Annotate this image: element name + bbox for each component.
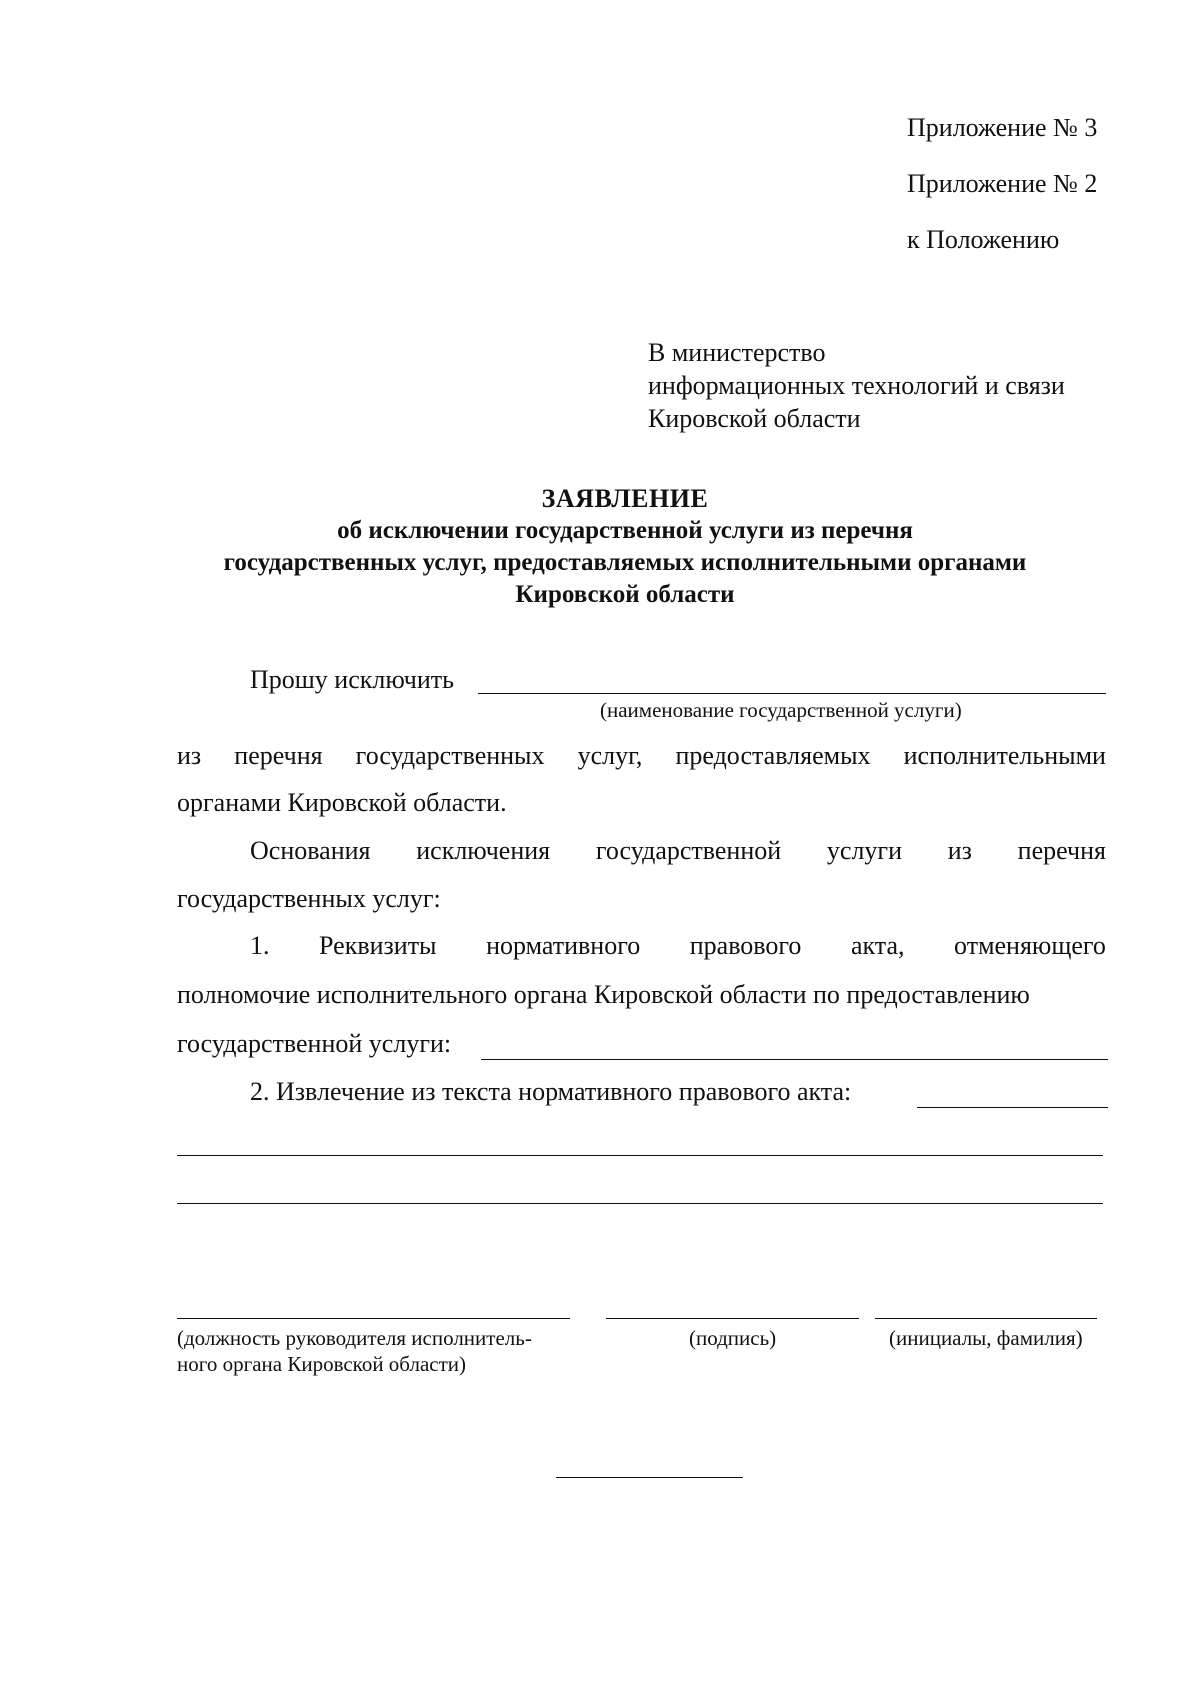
word: перечня	[234, 741, 323, 770]
word: 1.	[250, 931, 270, 960]
word: Основания	[250, 836, 371, 865]
name-caption: (инициалы, фамилия)	[889, 1326, 1083, 1350]
request-continuation-line	[177, 741, 1106, 771]
appendix-line-2: Приложение № 2	[907, 169, 1098, 198]
word: акта,	[850, 931, 905, 960]
word: исключения	[416, 836, 551, 865]
addressee-line-1: В министерство	[648, 338, 826, 367]
signature-field[interactable]	[606, 1318, 859, 1319]
word: из	[947, 836, 972, 865]
addressee-line-3: Кировской области	[648, 404, 861, 433]
grounds-intro-end: государственных услуг:	[177, 884, 441, 913]
request-label: Прошу исключить	[250, 665, 455, 694]
addressee-line-2: информационных технологий и связи	[648, 371, 1065, 400]
name-field[interactable]	[875, 1318, 1097, 1319]
addressee-block	[648, 336, 1065, 435]
position-field[interactable]	[177, 1318, 570, 1319]
appendix-line-3: к Положению	[907, 225, 1060, 254]
word: нормативного	[486, 931, 641, 960]
appendix-line-1: Приложение № 3	[907, 113, 1098, 142]
act-details-field[interactable]	[481, 1059, 1108, 1060]
word: исполнительными	[903, 741, 1106, 770]
word: из	[177, 741, 202, 770]
word: Реквизиты	[319, 931, 437, 960]
word: государственной	[595, 836, 782, 865]
item-2-label: 2. Извлечение из текста нормативного правового акта:	[250, 1077, 852, 1106]
closing-separator	[556, 1477, 743, 1478]
word: правового	[689, 931, 802, 960]
document-title	[150, 483, 1100, 611]
grounds-intro-line	[250, 836, 1106, 866]
title-line-3: Кировской области	[515, 581, 735, 608]
act-extract-field-line-2[interactable]	[177, 1155, 1103, 1156]
service-name-field[interactable]	[478, 693, 1106, 694]
word: услуг,	[577, 741, 643, 770]
service-name-caption: (наименование государственной услуги)	[600, 698, 962, 722]
request-continuation-end: органами Кировской области.	[177, 788, 507, 817]
item-1-line-1	[250, 931, 1106, 961]
item-1-line-3: государственной услуги:	[177, 1029, 452, 1058]
title-line-2: государственных услуг, предоставляемых исполнительными органами	[223, 549, 1027, 576]
word: государственных	[355, 741, 545, 770]
word: предоставляемых	[675, 741, 871, 770]
word: услуги	[826, 836, 903, 865]
signature-caption: (подпись)	[689, 1326, 777, 1350]
word: перечня	[1017, 836, 1106, 865]
position-caption-line-1: (должность руководителя исполнитель-	[177, 1326, 532, 1350]
position-caption	[177, 1325, 532, 1377]
word: отменяющего	[954, 931, 1106, 960]
act-extract-field[interactable]	[917, 1107, 1108, 1108]
item-1-line-2: полномочие исполнительного органа Кировской области по предоставлению	[177, 980, 1030, 1009]
title-main: ЗАЯВЛЕНИЕ	[541, 484, 709, 513]
act-extract-field-line-3[interactable]	[177, 1203, 1103, 1204]
position-caption-line-2: ного органа Кировской области)	[177, 1352, 466, 1376]
title-line-1: об исключении государственной услуги из перечня	[337, 517, 913, 544]
